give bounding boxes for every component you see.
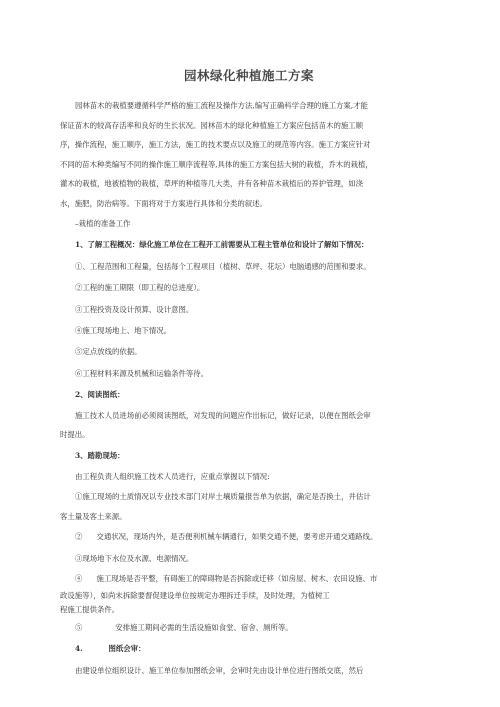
- paragraph-line: 由建设单位组织设计、施工单位参加图纸会审，会审时先由设计单位进行图纸交底，然后: [75, 665, 364, 675]
- list-item: 客土量及客土来源。: [60, 511, 127, 521]
- document-title: 园林绿化种植施工方案: [183, 68, 314, 83]
- list-item: ②工程的施工期限（即工程的总进度）。: [75, 283, 205, 293]
- step-heading: 3、踏勘现场：: [75, 450, 125, 460]
- intro-line: 水，施肥，防治病等。下面将对于方案进行具体和分类的叙述。: [60, 198, 267, 208]
- list-item: ③工程投资及设计预算、设计意图。: [75, 304, 194, 314]
- paragraph-line: 由工程负责人组织施工技术人员进行，应重点掌握以下情况:: [75, 472, 270, 482]
- intro-line: 不同的苗木种类编写不同的操作施工顺序流程等,具体的施工方案包括大树的栽植，乔木的栽植，: [60, 159, 373, 169]
- list-item: ⑥工程材料来源及机械和运输条件等待。: [75, 368, 209, 378]
- intro-line: 保证苗木的较高存活率和良好的生长状况。园林苗木的绿化种植施工方案应包括苗木的施工顺: [60, 120, 364, 130]
- list-item: ①、工程范围和工程量，包括每个工程项目（植树、草坪、花坛）电脑通感的范围和要求。: [75, 261, 371, 271]
- list-item: ③现场地下水位及水源、电源情况。: [75, 553, 194, 563]
- list-item: 程施工提供条件。: [60, 604, 120, 614]
- section-title: –栽植的准备工作: [75, 219, 131, 228]
- intro-line: 灌木的栽植，地被植物的栽植，草坪的种植等几大类，并有各种苗木栽植后的养护管理，如浇: [60, 179, 364, 188]
- step-heading: 2、阅读图纸：: [75, 390, 125, 400]
- intro-line: 序，操作流程，施工顺序，施工方法，施工的技术要点以及施工的规范等内容。施工方案应针对: [60, 140, 371, 149]
- list-item: ①施工现场的土质情况以专业技术部门对岸土壤质量报告单为依据，确定是否换土，并估计: [75, 492, 371, 502]
- intro-line: 园林苗木的栽植要遵循科学严格的施工流程及操作方法,编写正确科学合理的施工方案,才能: [75, 101, 368, 110]
- list-item: ④施工现场地上、地下情况。: [75, 326, 172, 336]
- list-item: ⑤ 安排施工期间必需的生活设施如食堂、宿舍、厕所等。: [75, 622, 293, 632]
- list-item: 政设施等），如尚未拆除要督促建设单位按规定办理拆迁手续，及时处理，为植树工: [60, 590, 330, 600]
- intro-paragraph: [60, 96, 438, 213]
- list-item: ⑤定点放线的依据。: [75, 347, 142, 357]
- paragraph-line: 施工技术人员进场前必须阅读图纸，对发现的问题应作出标记，做好记录，以便在图纸会审: [75, 410, 371, 420]
- step-heading: 1、了解工程概况：绿化施工单位在工程开工前需要从工程主管单位和设计了解如下情况：: [75, 240, 369, 250]
- paragraph-line: 时提出。: [60, 430, 90, 440]
- step-heading: 4. 图纸会审：: [75, 644, 146, 654]
- list-item: ② 交通状况，现场内外，是否便利机械车辆通行，如果交通不便，要考虑开通交通路线。: [75, 532, 378, 542]
- list-item: ④ 施工现场是否平整，有碍施工的障碍物是否拆除或迁移（如房屋、树木、农田设施、市: [75, 574, 378, 584]
